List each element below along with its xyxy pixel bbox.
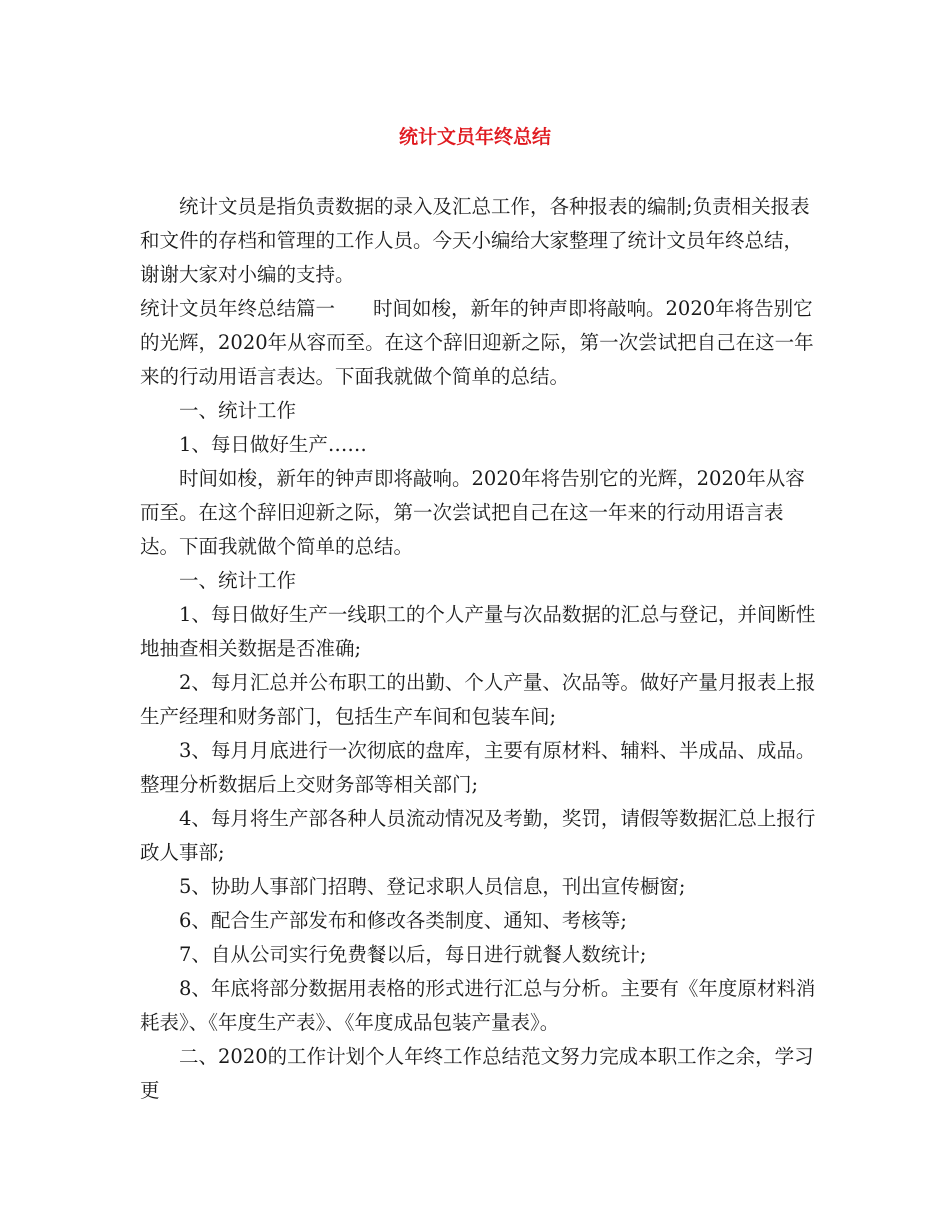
document-body bbox=[140, 190, 818, 1108]
item-truncated: 1、每日做好生产…… bbox=[179, 433, 367, 456]
repeat-paragraph: 时间如梭，新年的钟声即将敲响。2020年将告别它的光辉，2020年从容而至。在这个辞旧迎新之际，第一次尝试把自己在这一年来的行动用语言表达。下面我就做个简单的总结。 bbox=[140, 467, 805, 558]
heading-statistics-2: 一、统计工作 bbox=[179, 569, 297, 592]
list-item: 4、每月将生产部各种人员流动情况及考勤，奖罚，请假等数据汇总上报行政人事部; bbox=[140, 807, 816, 864]
document-title: 统计文员年终总结 bbox=[398, 126, 551, 148]
section-paragraph bbox=[140, 292, 818, 394]
list-item: 5、协助人事部门招聘、登记求职人员信息，刊出宣传橱窗; bbox=[179, 875, 686, 898]
list-item: 6、配合生产部发布和修改各类制度、通知、考核等; bbox=[179, 909, 627, 932]
list-item: 1、每日做好生产一线职工的个人产量与次品数据的汇总与登记，并间断性地抽查相关数据是否准确; bbox=[140, 603, 816, 660]
section-text: 时间如梭，新年的钟声即将敲响。2020年将告别它的光辉，2020年从容而至。在这个辞旧迎新之际，第一次尝试把自己在这一年来的行动用语言表达。下面我就做个简单的总结。 bbox=[140, 297, 814, 388]
section-label: 统计文员年终总结篇一 bbox=[140, 297, 336, 320]
intro-paragraph: 统计文员是指负责数据的录入及汇总工作，各种报表的编制;负责相关报表和文件的存档和管理的工作人员。今天小编给大家整理了统计文员年终总结，谢谢大家对小编的支持。 bbox=[140, 195, 810, 286]
list-item: 8、年底将部分数据用表格的形式进行汇总与分析。主要有《年度原材料消耗表》、《年度生产表》、《年度成品包装产量表》。 bbox=[140, 977, 816, 1034]
list-item: 7、自从公司实行免费餐以后，每日进行就餐人数统计; bbox=[179, 943, 647, 966]
heading-statistics-1: 一、统计工作 bbox=[179, 399, 297, 422]
heading-work-plan: 二、2020的工作计划个人年终工作总结范文努力完成本职工作之余，学习更 bbox=[140, 1045, 814, 1102]
list-item: 2、每月汇总并公布职工的出勤、个人产量、次品等。做好产量月报表上报生产经理和财务部门，包括生产车间和包装车间; bbox=[140, 671, 816, 728]
list-item: 3、每月月底进行一次彻底的盘库，主要有原材料、辅料、半成品、成品。整理分析数据后上交财务部等相关部门; bbox=[140, 739, 816, 796]
